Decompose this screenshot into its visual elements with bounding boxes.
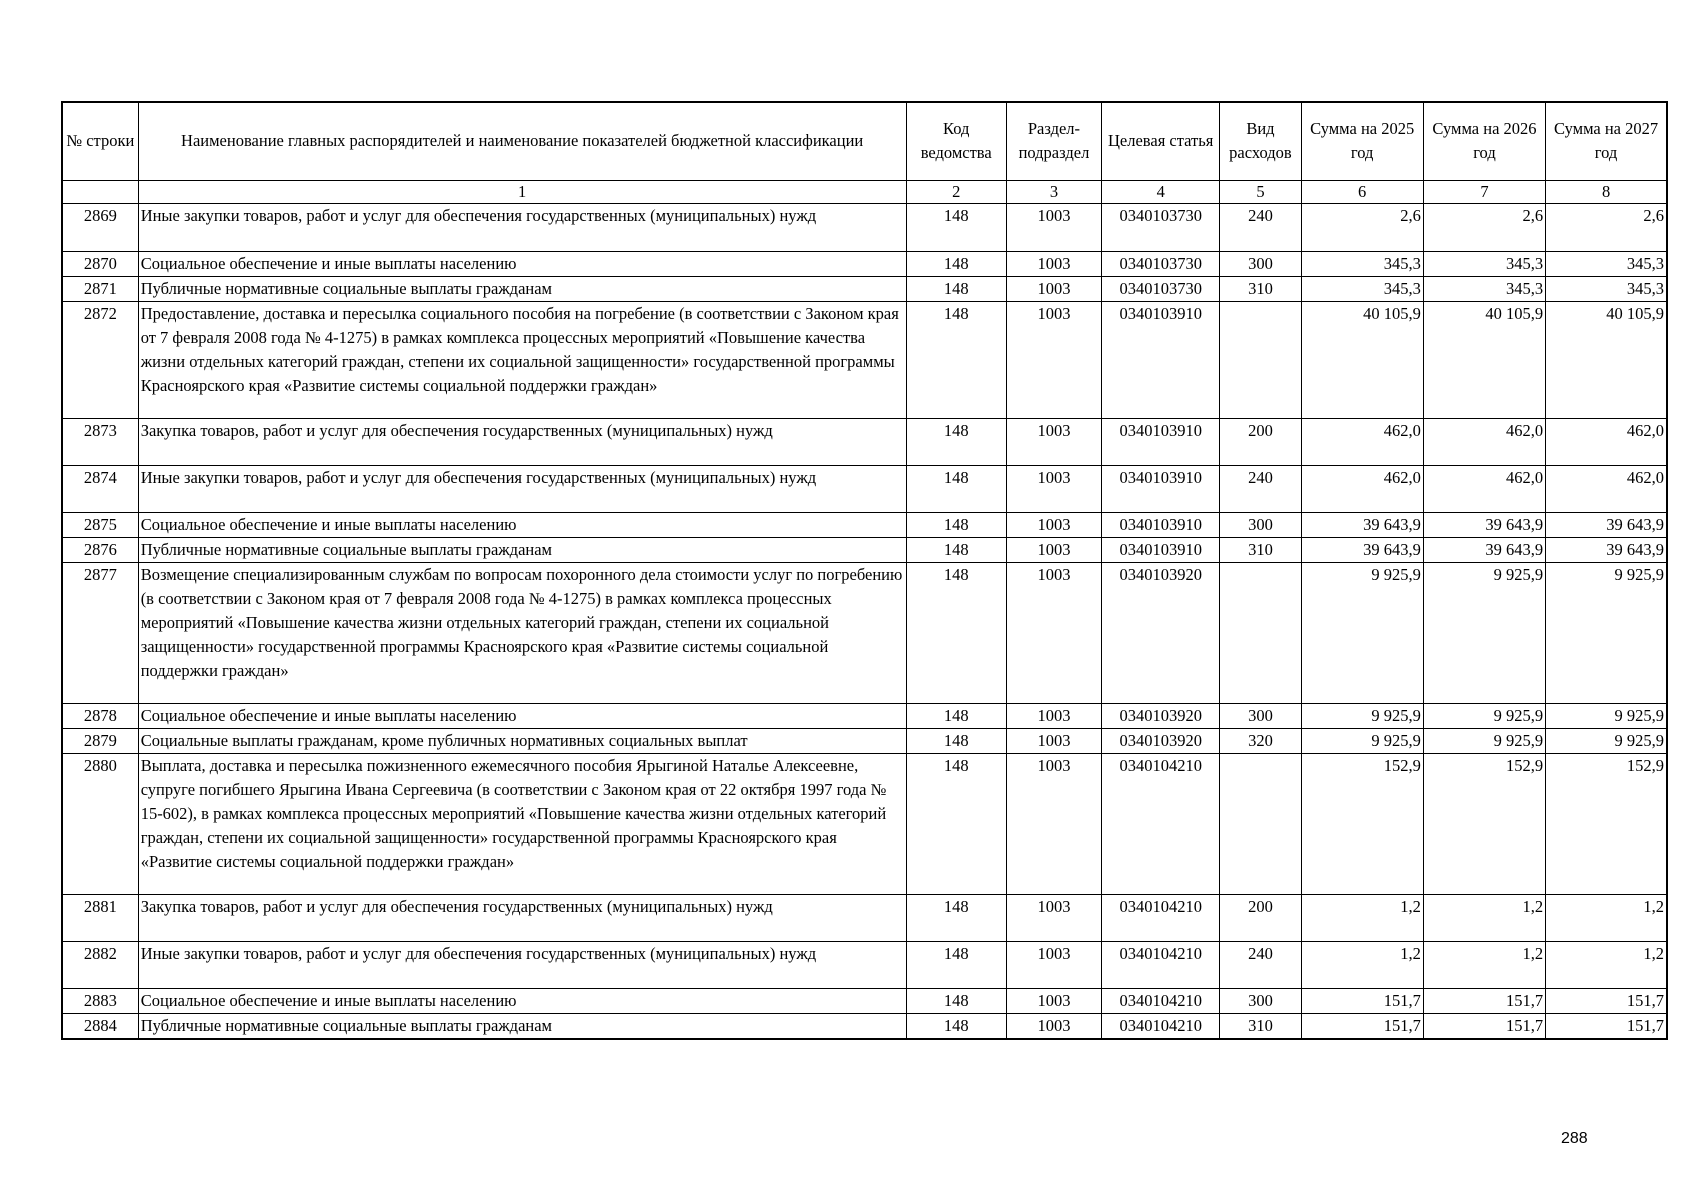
header-row bbox=[62, 102, 1667, 180]
row-number-cell: 2869 bbox=[62, 203, 138, 251]
column-number: 8 bbox=[1546, 180, 1667, 203]
row-target-article-cell: 0340103910 bbox=[1102, 301, 1220, 418]
table-row bbox=[62, 537, 1667, 562]
row-department-code-cell: 148 bbox=[906, 465, 1006, 512]
table-row bbox=[62, 418, 1667, 465]
row-target-article-cell: 0340103910 bbox=[1102, 418, 1220, 465]
column-number bbox=[62, 180, 138, 203]
header-expense-type: Вид расходов bbox=[1220, 102, 1301, 180]
table-row bbox=[62, 251, 1667, 276]
row-sum-2025-cell: 345,3 bbox=[1301, 251, 1423, 276]
row-target-article-cell: 0340104210 bbox=[1102, 941, 1220, 988]
row-section-cell: 1003 bbox=[1006, 988, 1101, 1013]
row-expense-type-cell: 310 bbox=[1220, 537, 1301, 562]
row-department-code-cell: 148 bbox=[906, 703, 1006, 728]
row-department-code-cell: 148 bbox=[906, 512, 1006, 537]
row-section-cell: 1003 bbox=[1006, 251, 1101, 276]
row-number-cell: 2876 bbox=[62, 537, 138, 562]
row-sum-2025-cell: 152,9 bbox=[1301, 753, 1423, 894]
row-name-cell: Публичные нормативные социальные выплаты гражданам bbox=[138, 276, 906, 301]
row-sum-2027-cell: 462,0 bbox=[1546, 465, 1667, 512]
row-number-cell: 2870 bbox=[62, 251, 138, 276]
row-sum-2025-cell: 9 925,9 bbox=[1301, 728, 1423, 753]
row-department-code-cell: 148 bbox=[906, 753, 1006, 894]
row-sum-2027-cell: 9 925,9 bbox=[1546, 703, 1667, 728]
row-name-cell: Социальное обеспечение и иные выплаты населению bbox=[138, 251, 906, 276]
row-sum-2027-cell: 2,6 bbox=[1546, 203, 1667, 251]
row-section-cell: 1003 bbox=[1006, 203, 1101, 251]
table-row bbox=[62, 512, 1667, 537]
row-name-cell: Социальное обеспечение и иные выплаты населению bbox=[138, 988, 906, 1013]
row-target-article-cell: 0340104210 bbox=[1102, 1013, 1220, 1039]
row-target-article-cell: 0340103910 bbox=[1102, 537, 1220, 562]
row-name-cell: Закупка товаров, работ и услуг для обеспечения государственных (муниципальных) нужд bbox=[138, 418, 906, 465]
row-name-cell: Иные закупки товаров, работ и услуг для обеспечения государственных (муниципальных) нужд bbox=[138, 203, 906, 251]
row-sum-2025-cell: 462,0 bbox=[1301, 418, 1423, 465]
row-name-cell: Социальное обеспечение и иные выплаты населению bbox=[138, 512, 906, 537]
row-target-article-cell: 0340103910 bbox=[1102, 465, 1220, 512]
row-target-article-cell: 0340104210 bbox=[1102, 988, 1220, 1013]
table-row bbox=[62, 728, 1667, 753]
row-expense-type-cell: 300 bbox=[1220, 703, 1301, 728]
row-number-cell: 2880 bbox=[62, 753, 138, 894]
row-sum-2025-cell: 1,2 bbox=[1301, 941, 1423, 988]
row-sum-2027-cell: 1,2 bbox=[1546, 941, 1667, 988]
row-department-code-cell: 148 bbox=[906, 276, 1006, 301]
row-expense-type-cell: 310 bbox=[1220, 1013, 1301, 1039]
column-number: 6 bbox=[1301, 180, 1423, 203]
row-number-cell: 2879 bbox=[62, 728, 138, 753]
row-section-cell: 1003 bbox=[1006, 537, 1101, 562]
row-section-cell: 1003 bbox=[1006, 512, 1101, 537]
row-department-code-cell: 148 bbox=[906, 537, 1006, 562]
row-section-cell: 1003 bbox=[1006, 728, 1101, 753]
row-sum-2027-cell: 462,0 bbox=[1546, 418, 1667, 465]
row-department-code-cell: 148 bbox=[906, 418, 1006, 465]
table-row bbox=[62, 753, 1667, 894]
row-name-cell: Выплата, доставка и пересылка пожизненного ежемесячного пособия Ярыгиной Наталье Алексеевне, супруге погибшего Ярыгина Ивана Сергеевича (в соответствии с Законом края от 22 октября 1997 года № 15-602), в рамках комплекса процессных мероприятий «Повышение качества жизни отдельных категорий граждан, степени их социальной защищенности» государственной программы Красноярского края «Развитие системы социальной поддержки граждан» bbox=[138, 753, 906, 894]
row-section-cell: 1003 bbox=[1006, 894, 1101, 941]
row-sum-2026-cell: 1,2 bbox=[1423, 894, 1545, 941]
row-sum-2027-cell: 345,3 bbox=[1546, 251, 1667, 276]
row-number-cell: 2875 bbox=[62, 512, 138, 537]
row-sum-2025-cell: 9 925,9 bbox=[1301, 703, 1423, 728]
row-sum-2025-cell: 1,2 bbox=[1301, 894, 1423, 941]
row-sum-2027-cell: 151,7 bbox=[1546, 988, 1667, 1013]
row-target-article-cell: 0340103920 bbox=[1102, 728, 1220, 753]
row-target-article-cell: 0340103730 bbox=[1102, 251, 1220, 276]
row-expense-type-cell: 240 bbox=[1220, 941, 1301, 988]
row-number-cell: 2881 bbox=[62, 894, 138, 941]
row-target-article-cell: 0340103920 bbox=[1102, 703, 1220, 728]
row-name-cell: Социальное обеспечение и иные выплаты населению bbox=[138, 703, 906, 728]
column-number: 2 bbox=[906, 180, 1006, 203]
row-expense-type-cell bbox=[1220, 562, 1301, 703]
row-sum-2025-cell: 151,7 bbox=[1301, 1013, 1423, 1039]
row-department-code-cell: 148 bbox=[906, 941, 1006, 988]
row-sum-2026-cell: 152,9 bbox=[1423, 753, 1545, 894]
row-sum-2026-cell: 462,0 bbox=[1423, 418, 1545, 465]
row-section-cell: 1003 bbox=[1006, 276, 1101, 301]
row-sum-2026-cell: 345,3 bbox=[1423, 251, 1545, 276]
row-expense-type-cell: 200 bbox=[1220, 894, 1301, 941]
row-sum-2025-cell: 9 925,9 bbox=[1301, 562, 1423, 703]
row-number-cell: 2871 bbox=[62, 276, 138, 301]
row-department-code-cell: 148 bbox=[906, 988, 1006, 1013]
row-number-cell: 2873 bbox=[62, 418, 138, 465]
table-row bbox=[62, 465, 1667, 512]
row-name-cell: Социальные выплаты гражданам, кроме публичных нормативных социальных выплат bbox=[138, 728, 906, 753]
row-expense-type-cell bbox=[1220, 301, 1301, 418]
row-number-cell: 2872 bbox=[62, 301, 138, 418]
row-sum-2027-cell: 40 105,9 bbox=[1546, 301, 1667, 418]
row-section-cell: 1003 bbox=[1006, 301, 1101, 418]
row-sum-2026-cell: 9 925,9 bbox=[1423, 562, 1545, 703]
row-sum-2027-cell: 39 643,9 bbox=[1546, 537, 1667, 562]
row-sum-2026-cell: 39 643,9 bbox=[1423, 537, 1545, 562]
row-sum-2027-cell: 151,7 bbox=[1546, 1013, 1667, 1039]
row-number-cell: 2878 bbox=[62, 703, 138, 728]
row-target-article-cell: 0340103910 bbox=[1102, 512, 1220, 537]
budget-table bbox=[61, 101, 1668, 1040]
row-number-cell: 2883 bbox=[62, 988, 138, 1013]
column-number: 3 bbox=[1006, 180, 1101, 203]
row-expense-type-cell: 310 bbox=[1220, 276, 1301, 301]
row-section-cell: 1003 bbox=[1006, 753, 1101, 894]
column-number: 5 bbox=[1220, 180, 1301, 203]
header-sum-2027: Сумма на 2027 год bbox=[1546, 102, 1667, 180]
row-sum-2026-cell: 1,2 bbox=[1423, 941, 1545, 988]
row-sum-2025-cell: 39 643,9 bbox=[1301, 537, 1423, 562]
column-number-row bbox=[62, 180, 1667, 203]
row-sum-2027-cell: 9 925,9 bbox=[1546, 562, 1667, 703]
row-number-cell: 2874 bbox=[62, 465, 138, 512]
row-target-article-cell: 0340104210 bbox=[1102, 894, 1220, 941]
page-number: 288 bbox=[1561, 1130, 1588, 1147]
row-expense-type-cell: 300 bbox=[1220, 512, 1301, 537]
table-row bbox=[62, 276, 1667, 301]
row-expense-type-cell: 300 bbox=[1220, 988, 1301, 1013]
column-number: 7 bbox=[1423, 180, 1545, 203]
row-expense-type-cell: 320 bbox=[1220, 728, 1301, 753]
row-target-article-cell: 0340103920 bbox=[1102, 562, 1220, 703]
row-sum-2027-cell: 39 643,9 bbox=[1546, 512, 1667, 537]
row-name-cell: Закупка товаров, работ и услуг для обеспечения государственных (муниципальных) нужд bbox=[138, 894, 906, 941]
row-expense-type-cell: 240 bbox=[1220, 465, 1301, 512]
row-name-cell: Предоставление, доставка и пересылка социального пособия на погребение (в соответствии с Законом края от 7 февраля 2008 года № 4-1275) в рамках комплекса процессных мероприятий «Повышение качества жизни отдельных категорий граждан, степени их социальной защищенности» государственной программы Красноярского края «Развитие системы социальной поддержки граждан» bbox=[138, 301, 906, 418]
row-sum-2027-cell: 1,2 bbox=[1546, 894, 1667, 941]
row-department-code-cell: 148 bbox=[906, 301, 1006, 418]
row-sum-2025-cell: 151,7 bbox=[1301, 988, 1423, 1013]
row-sum-2026-cell: 2,6 bbox=[1423, 203, 1545, 251]
header-department-code: Код ведомства bbox=[906, 102, 1006, 180]
row-sum-2027-cell: 9 925,9 bbox=[1546, 728, 1667, 753]
row-number-cell: 2884 bbox=[62, 1013, 138, 1039]
row-sum-2025-cell: 40 105,9 bbox=[1301, 301, 1423, 418]
row-number-cell: 2877 bbox=[62, 562, 138, 703]
row-sum-2027-cell: 345,3 bbox=[1546, 276, 1667, 301]
table-row bbox=[62, 988, 1667, 1013]
row-department-code-cell: 148 bbox=[906, 562, 1006, 703]
row-expense-type-cell bbox=[1220, 753, 1301, 894]
row-department-code-cell: 148 bbox=[906, 1013, 1006, 1039]
row-department-code-cell: 148 bbox=[906, 251, 1006, 276]
header-target-article: Целевая статья bbox=[1102, 102, 1220, 180]
row-sum-2026-cell: 40 105,9 bbox=[1423, 301, 1545, 418]
row-sum-2025-cell: 462,0 bbox=[1301, 465, 1423, 512]
row-sum-2026-cell: 151,7 bbox=[1423, 988, 1545, 1013]
row-name-cell: Публичные нормативные социальные выплаты гражданам bbox=[138, 1013, 906, 1039]
row-name-cell: Возмещение специализированным службам по вопросам похоронного дела стоимости услуг по погребению (в соответствии с Законом края от 7 февраля 2008 года № 4-1275) в рамках комплекса процессных мероприятий «Повышение качества жизни отдельных категорий граждан, степени их социальной защищенности» государственной программы Красноярского края «Развитие системы социальной поддержки граждан» bbox=[138, 562, 906, 703]
row-name-cell: Публичные нормативные социальные выплаты гражданам bbox=[138, 537, 906, 562]
row-name-cell: Иные закупки товаров, работ и услуг для обеспечения государственных (муниципальных) нужд bbox=[138, 941, 906, 988]
row-sum-2026-cell: 462,0 bbox=[1423, 465, 1545, 512]
table-row bbox=[62, 894, 1667, 941]
row-department-code-cell: 148 bbox=[906, 203, 1006, 251]
table-row bbox=[62, 562, 1667, 703]
column-number: 4 bbox=[1102, 180, 1220, 203]
header-sum-2026: Сумма на 2026 год bbox=[1423, 102, 1545, 180]
row-expense-type-cell: 200 bbox=[1220, 418, 1301, 465]
row-sum-2026-cell: 39 643,9 bbox=[1423, 512, 1545, 537]
row-sum-2025-cell: 345,3 bbox=[1301, 276, 1423, 301]
row-target-article-cell: 0340104210 bbox=[1102, 753, 1220, 894]
row-section-cell: 1003 bbox=[1006, 1013, 1101, 1039]
row-section-cell: 1003 bbox=[1006, 703, 1101, 728]
row-sum-2025-cell: 39 643,9 bbox=[1301, 512, 1423, 537]
header-sum-2025: Сумма на 2025 год bbox=[1301, 102, 1423, 180]
row-name-cell: Иные закупки товаров, работ и услуг для обеспечения государственных (муниципальных) нужд bbox=[138, 465, 906, 512]
header-row-number: № строки bbox=[62, 102, 138, 180]
row-sum-2026-cell: 345,3 bbox=[1423, 276, 1545, 301]
row-sum-2027-cell: 152,9 bbox=[1546, 753, 1667, 894]
row-department-code-cell: 148 bbox=[906, 728, 1006, 753]
table-row bbox=[62, 941, 1667, 988]
table-row bbox=[62, 703, 1667, 728]
row-expense-type-cell: 240 bbox=[1220, 203, 1301, 251]
row-target-article-cell: 0340103730 bbox=[1102, 276, 1220, 301]
table-body bbox=[62, 203, 1667, 1039]
table-row bbox=[62, 1013, 1667, 1039]
header-section: Раздел-подраздел bbox=[1006, 102, 1101, 180]
row-section-cell: 1003 bbox=[1006, 562, 1101, 703]
row-sum-2026-cell: 9 925,9 bbox=[1423, 703, 1545, 728]
row-sum-2026-cell: 151,7 bbox=[1423, 1013, 1545, 1039]
header-name: Наименование главных распорядителей и наименование показателей бюджетной классификации bbox=[138, 102, 906, 180]
row-department-code-cell: 148 bbox=[906, 894, 1006, 941]
row-expense-type-cell: 300 bbox=[1220, 251, 1301, 276]
row-target-article-cell: 0340103730 bbox=[1102, 203, 1220, 251]
table-row bbox=[62, 203, 1667, 251]
row-sum-2025-cell: 2,6 bbox=[1301, 203, 1423, 251]
row-section-cell: 1003 bbox=[1006, 941, 1101, 988]
row-section-cell: 1003 bbox=[1006, 418, 1101, 465]
row-sum-2026-cell: 9 925,9 bbox=[1423, 728, 1545, 753]
column-number: 1 bbox=[138, 180, 906, 203]
row-section-cell: 1003 bbox=[1006, 465, 1101, 512]
row-number-cell: 2882 bbox=[62, 941, 138, 988]
table-row bbox=[62, 301, 1667, 418]
